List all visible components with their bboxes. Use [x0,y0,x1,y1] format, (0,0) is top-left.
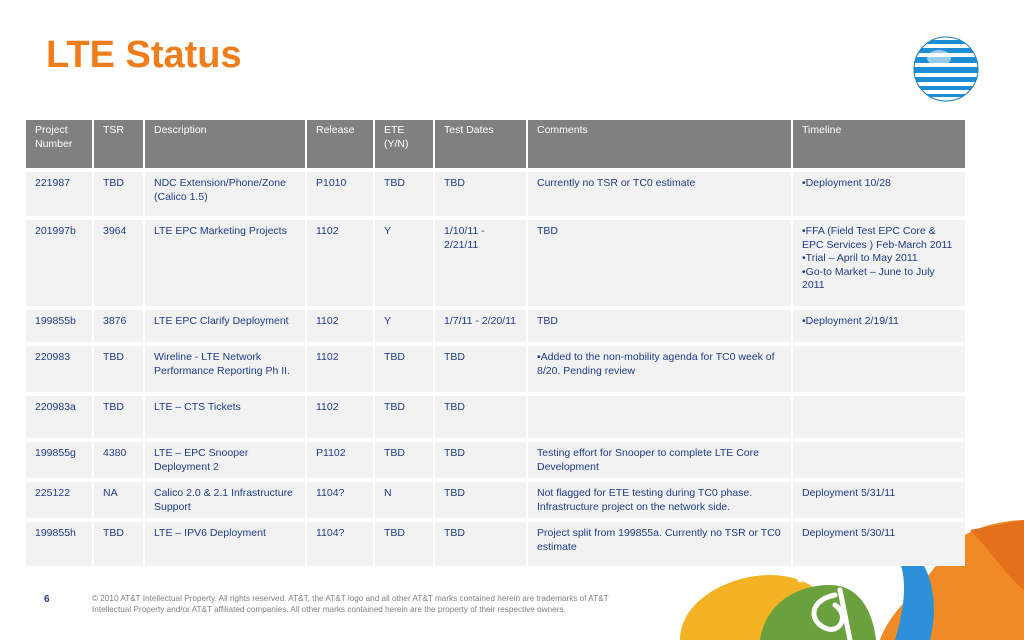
cell-test-dates: TBD [435,396,528,438]
table-row [26,442,965,478]
cell-description: LTE – EPC Snooper Deployment 2 [145,442,307,478]
cell-tsr: TBD [94,346,145,392]
cell-description: Calico 2.0 & 2.1 Infrastructure Support [145,482,307,518]
header-test-dates: Test Dates [435,120,528,168]
cell-release: 1102 [307,396,375,438]
cell-project-number: 221987 [26,172,94,216]
cell-comments: •Added to the non-mobility agenda for TC0 week of 8/20. Pending review [528,346,793,392]
cell-tsr: TBD [94,522,145,566]
cell-comments: Project split from 199855a. Currently no TSR or TC0 estimate [528,522,793,566]
slide-title: LTE Status [46,34,242,76]
cell-test-dates: TBD [435,442,528,478]
att-globe-logo [911,36,981,102]
header-tsr: TSR [94,120,145,168]
cell-ete: N [375,482,435,518]
table-row [26,220,965,306]
cell-description: LTE – IPV6 Deployment [145,522,307,566]
page-number: 6 [44,594,50,605]
cell-description: Wireline - LTE Network Performance Reporting Ph II. [145,346,307,392]
cell-tsr: 3964 [94,220,145,306]
cell-description: LTE – CTS Tickets [145,396,307,438]
table-row [26,482,965,518]
table-row [26,522,965,566]
cell-description: LTE EPC Clarify Deployment [145,310,307,342]
cell-tsr: TBD [94,396,145,438]
lte-status-table [26,116,965,570]
cell-ete: TBD [375,442,435,478]
cell-comments: Testing effort for Snooper to complete LTE Core Development [528,442,793,478]
cell-release: 1104? [307,482,375,518]
cell-tsr: 3876 [94,310,145,342]
cell-project-number: 225122 [26,482,94,518]
table-row [26,172,965,216]
header-project-number: Project Number [26,120,94,168]
cell-comments: Not flagged for ETE testing during TC0 phase. Infrastructure project on the network side. [528,482,793,518]
cell-project-number: 201997b [26,220,94,306]
cell-timeline [793,346,965,392]
cell-description: LTE EPC Marketing Projects [145,220,307,306]
cell-test-dates: TBD [435,172,528,216]
cell-comments: TBD [528,310,793,342]
cell-timeline: •Deployment 10/28 [793,172,965,216]
cell-test-dates: TBD [435,346,528,392]
cell-ete: Y [375,310,435,342]
cell-timeline [793,396,965,438]
cell-ete: Y [375,220,435,306]
cell-test-dates: 1/10/11 - 2/21/11 [435,220,528,306]
cell-test-dates: 1/7/11 - 2/20/11 [435,310,528,342]
cell-test-dates: TBD [435,522,528,566]
cell-project-number: 199855b [26,310,94,342]
header-description: Description [145,120,307,168]
cell-project-number: 199855g [26,442,94,478]
cell-timeline: •Deployment 2/19/11 [793,310,965,342]
cell-ete: TBD [375,172,435,216]
cell-timeline: Deployment 5/30/11 [793,522,965,566]
cell-ete: TBD [375,346,435,392]
cell-tsr: 4380 [94,442,145,478]
cell-project-number: 199855h [26,522,94,566]
cell-ete: TBD [375,396,435,438]
cell-release: 1102 [307,310,375,342]
table-header-row [26,120,965,168]
cell-test-dates: TBD [435,482,528,518]
cell-release: P1102 [307,442,375,478]
cell-comments [528,396,793,438]
cell-timeline: Deployment 5/31/11 [793,482,965,518]
cell-release: 1102 [307,346,375,392]
cell-release: 1102 [307,220,375,306]
cell-release: P1010 [307,172,375,216]
cell-description: NDC Extension/Phone/Zone (Calico 1.5) [145,172,307,216]
header-release: Release [307,120,375,168]
cell-tsr: NA [94,482,145,518]
cell-release: 1104? [307,522,375,566]
cell-timeline [793,442,965,478]
cell-comments: Currently no TSR or TC0 estimate [528,172,793,216]
header-comments: Comments [528,120,793,168]
cell-project-number: 220983a [26,396,94,438]
header-timeline: Timeline [793,120,965,168]
cell-tsr: TBD [94,172,145,216]
header-ete: ETE (Y/N) [375,120,435,168]
table-row [26,346,965,392]
copyright-notice: © 2010 AT&T Intellectual Property. All rights reserved. AT&T, the AT&T logo and all other AT&T marks contained herein are trademarks of AT&T Intellectual Property and/or AT&T affiliated companies. All other marks contained herein are the property of their respective owners. [92,594,609,614]
cell-ete: TBD [375,522,435,566]
cell-comments: TBD [528,220,793,306]
cell-project-number: 220983 [26,346,94,392]
table-row [26,310,965,342]
cell-timeline: •FFA (Field Test EPC Core & EPC Services ) Feb-March 2011 •Trial – April to May 2011 •Go-to Market – June to July 2011 [793,220,965,306]
table-row [26,396,965,438]
